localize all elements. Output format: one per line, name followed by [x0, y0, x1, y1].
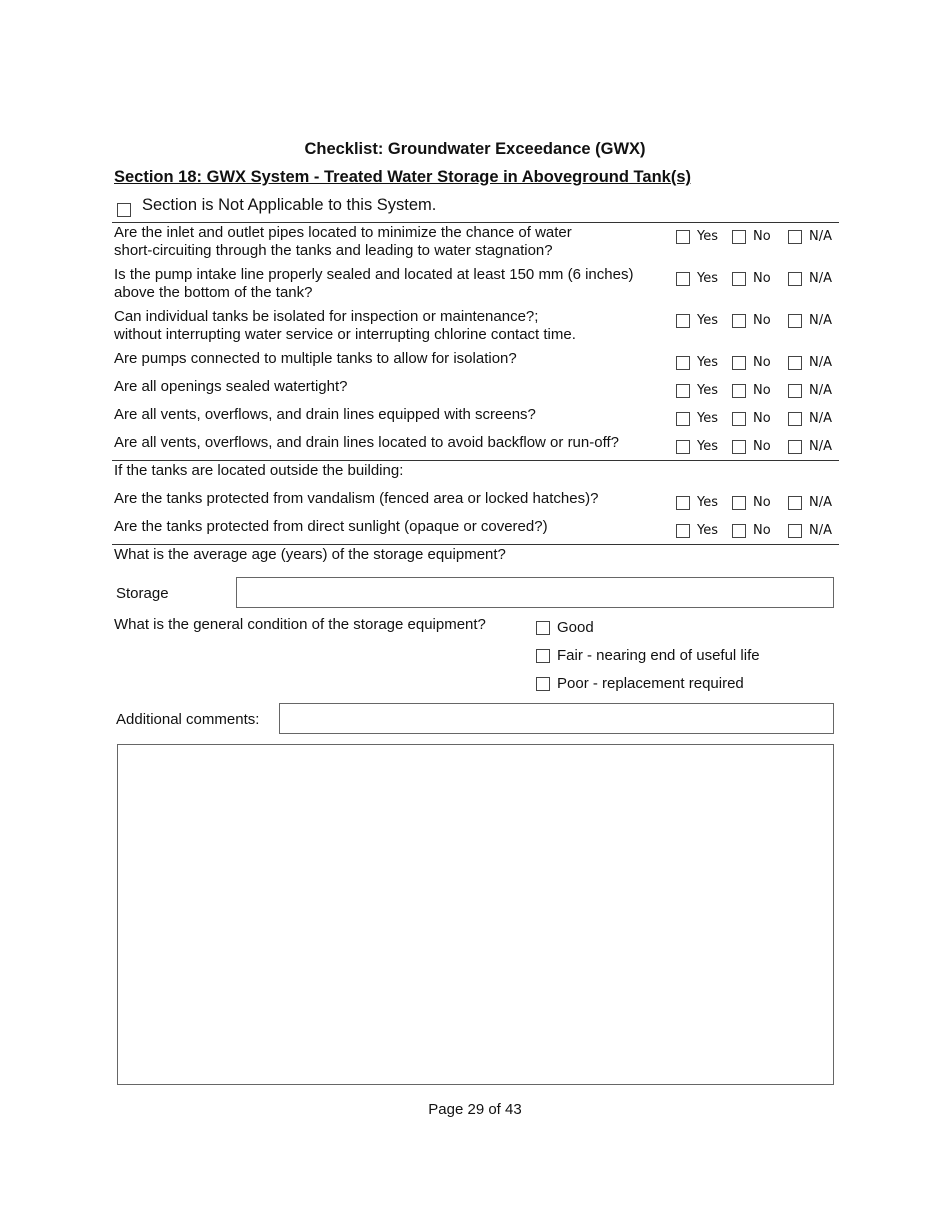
- na-checkbox[interactable]: [788, 230, 802, 244]
- na-label: N/A: [809, 439, 832, 454]
- storage-age-input[interactable]: [236, 577, 834, 608]
- no-label: No: [753, 383, 771, 398]
- no-label: No: [753, 523, 771, 538]
- na-label: N/A: [809, 383, 832, 398]
- fair-label: Fair - nearing end of useful life: [557, 647, 760, 664]
- poor-checkbox[interactable]: [536, 677, 550, 691]
- yes-label: Yes: [697, 313, 718, 328]
- yes-label: Yes: [697, 439, 718, 454]
- question-text: Is the pump intake line properly sealed and located at least 150 mm (6 inches) above the bottom of the tank?: [114, 266, 634, 301]
- yes-label: Yes: [697, 495, 718, 510]
- na-label: N/A: [809, 523, 832, 538]
- divider: [112, 222, 839, 223]
- page-number: Page 29 of 43: [428, 1101, 522, 1118]
- no-label: No: [753, 355, 771, 370]
- section-heading: Section 18: GWX System - Treated Water Storage in Aboveground Tank(s): [114, 168, 691, 186]
- yes-checkbox[interactable]: [676, 496, 690, 510]
- section-not-applicable-label: Section is Not Applicable to this System.: [142, 196, 437, 214]
- na-label: N/A: [809, 355, 832, 370]
- no-checkbox[interactable]: [732, 356, 746, 370]
- yes-checkbox[interactable]: [676, 384, 690, 398]
- question-text: Are all openings sealed watertight?: [114, 378, 348, 395]
- question-text: Are pumps connected to multiple tanks to allow for isolation?: [114, 350, 517, 367]
- condition-option-poor: [536, 675, 744, 692]
- additional-comments-label: Additional comments:: [116, 711, 260, 728]
- na-checkbox[interactable]: [788, 524, 802, 538]
- divider: [112, 544, 839, 545]
- age-question: What is the average age (years) of the storage equipment?: [114, 546, 506, 563]
- na-label: N/A: [809, 411, 832, 426]
- yes-checkbox[interactable]: [676, 440, 690, 454]
- na-label: N/A: [809, 271, 832, 286]
- yes-label: Yes: [697, 229, 718, 244]
- yes-checkbox[interactable]: [676, 412, 690, 426]
- yes-checkbox[interactable]: [676, 524, 690, 538]
- no-label: No: [753, 313, 771, 328]
- condition-option-fair: [536, 647, 760, 664]
- na-checkbox[interactable]: [788, 314, 802, 328]
- yes-checkbox[interactable]: [676, 356, 690, 370]
- no-checkbox[interactable]: [732, 272, 746, 286]
- no-checkbox[interactable]: [732, 230, 746, 244]
- no-checkbox[interactable]: [732, 384, 746, 398]
- condition-option-good: [536, 619, 594, 636]
- additional-comments-textarea[interactable]: [117, 744, 834, 1085]
- na-label: N/A: [809, 229, 832, 244]
- na-label: N/A: [809, 313, 832, 328]
- checklist-title: Checklist: Groundwater Exceedance (GWX): [304, 140, 646, 158]
- na-label: N/A: [809, 495, 832, 510]
- na-checkbox[interactable]: [788, 356, 802, 370]
- na-checkbox[interactable]: [788, 412, 802, 426]
- na-checkbox[interactable]: [788, 496, 802, 510]
- na-checkbox[interactable]: [788, 440, 802, 454]
- question-text: Are the tanks protected from vandalism (fenced area or locked hatches)?: [114, 490, 599, 507]
- no-label: No: [753, 411, 771, 426]
- yes-checkbox[interactable]: [676, 314, 690, 328]
- question-text: Are the inlet and outlet pipes located to minimize the chance of water short-circuiting through the tanks and leading to water stagnation?: [114, 224, 572, 259]
- na-checkbox[interactable]: [788, 384, 802, 398]
- na-checkbox[interactable]: [788, 272, 802, 286]
- question-text: Are the tanks protected from direct sunlight (opaque or covered?): [114, 518, 548, 535]
- no-checkbox[interactable]: [732, 412, 746, 426]
- no-label: No: [753, 495, 771, 510]
- additional-comments-line-input[interactable]: [279, 703, 834, 734]
- section-not-applicable-checkbox[interactable]: [117, 203, 131, 217]
- no-checkbox[interactable]: [732, 496, 746, 510]
- no-label: No: [753, 271, 771, 286]
- yes-label: Yes: [697, 411, 718, 426]
- poor-label: Poor - replacement required: [557, 675, 744, 692]
- good-checkbox[interactable]: [536, 621, 550, 635]
- yes-label: Yes: [697, 523, 718, 538]
- fair-checkbox[interactable]: [536, 649, 550, 663]
- no-checkbox[interactable]: [732, 524, 746, 538]
- no-checkbox[interactable]: [732, 440, 746, 454]
- question-text: Are all vents, overflows, and drain lines located to avoid backflow or run-off?: [114, 434, 619, 451]
- outside-building-label: If the tanks are located outside the building:: [114, 462, 404, 479]
- no-label: No: [753, 229, 771, 244]
- yes-label: Yes: [697, 271, 718, 286]
- no-checkbox[interactable]: [732, 314, 746, 328]
- divider: [112, 460, 839, 461]
- no-label: No: [753, 439, 771, 454]
- yes-label: Yes: [697, 355, 718, 370]
- yes-checkbox[interactable]: [676, 272, 690, 286]
- question-text: Are all vents, overflows, and drain lines equipped with screens?: [114, 406, 536, 423]
- storage-label: Storage: [116, 585, 169, 602]
- condition-question: What is the general condition of the storage equipment?: [114, 616, 486, 633]
- yes-checkbox[interactable]: [676, 230, 690, 244]
- good-label: Good: [557, 619, 594, 636]
- yes-label: Yes: [697, 383, 718, 398]
- question-text: Can individual tanks be isolated for inspection or maintenance?; without interrupting water service or interrupting chlorine contact time.: [114, 308, 576, 343]
